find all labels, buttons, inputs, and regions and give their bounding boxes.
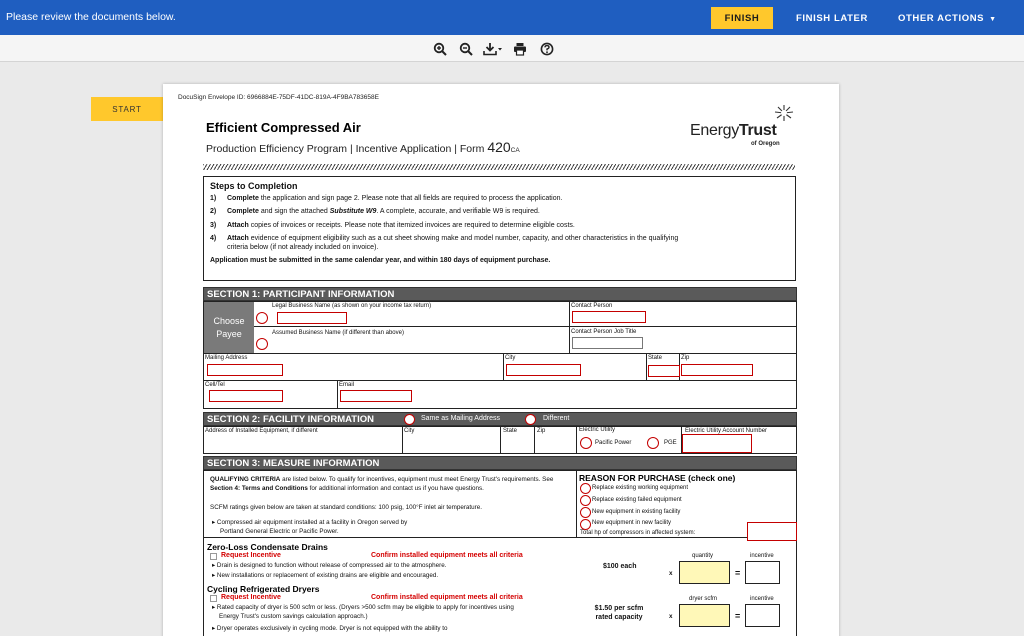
drains-bullet: ▸ Drain is designed to function without release of compressed air to the atmosphere. <box>212 562 447 569</box>
divider <box>337 380 338 409</box>
pacific-power-radio[interactable] <box>580 437 592 449</box>
reason-label: Replace existing failed equipment <box>592 497 682 503</box>
top-bar <box>0 0 1024 35</box>
step-item <box>210 192 789 205</box>
start-button[interactable]: START <box>91 97 163 121</box>
dryers-bullet-text: Dryer operates exclusively in cycling mode. Dryer is not equipped with the ability to <box>216 625 448 632</box>
qualifying-criteria-text <box>210 476 566 493</box>
legal-business-name-input[interactable] <box>277 312 347 324</box>
zip-input[interactable] <box>681 364 753 376</box>
oregon-note: ▸ Compressed air equipment installed at a facility in Oregon served by Portland General Electric or Pacific Power. <box>212 519 408 535</box>
energy-trust-logo <box>690 104 800 154</box>
cell-label: Cell/Tel <box>205 382 225 388</box>
step-item <box>210 219 789 232</box>
same-as-mailing-label: Same as Mailing Address <box>421 415 500 422</box>
equals-sign: = <box>735 568 741 578</box>
legal-name-label-text: Legal Business Name <box>272 303 331 309</box>
account-number-label: Electric Utility Account Number <box>685 428 768 434</box>
step-text: and sign the attached <box>258 208 330 216</box>
step-verb: Attach <box>227 235 249 243</box>
document-subtitle <box>206 139 520 155</box>
download-icon[interactable] <box>482 41 504 57</box>
dryers-rate-line2: rated capacity <box>595 613 643 621</box>
legal-name-note: (as shown on your income tax return) <box>330 303 432 309</box>
legal-name-label <box>272 303 431 309</box>
other-actions-label: OTHER ACTIONS <box>898 12 985 24</box>
steps-footer: Application must be submitted in the same calendar year, and within 180 days of equipment purchase. <box>210 257 551 265</box>
assumed-name-label: Assumed Business Name (if different than above) <box>272 330 404 336</box>
steps-box <box>203 176 796 281</box>
drains-bullet-text: Drain is designed to function without release of compressed air to the atmosphere. <box>216 562 447 569</box>
document-title: Efficient Compressed Air <box>206 120 361 135</box>
dryers-rate <box>593 605 645 622</box>
choose-payee: Choose Payee <box>204 302 254 353</box>
reason-title: REASON FOR PURCHASE (check one) <box>579 473 736 483</box>
same-as-mailing-radio[interactable] <box>404 414 415 425</box>
zip-label: Zip <box>681 355 690 361</box>
dryers-bullet: ▸ Dryer operates exclusively in cycling mode. Dryer is not equipped with the ability to <box>212 625 448 632</box>
different-label: Different <box>543 415 570 422</box>
contact-person-label: Contact Person <box>571 303 613 309</box>
state-input[interactable] <box>648 365 680 377</box>
reason-radio[interactable] <box>580 483 591 494</box>
divider <box>203 537 797 538</box>
step-text: the application and sign page 2. Please note that all fields are required to process the application. <box>258 195 563 202</box>
step-verb: Complete <box>227 208 259 216</box>
scfm-note: SCFM ratings given below are taken at standard conditions: 100 psig, 100°F inlet air temperature. <box>210 504 483 511</box>
drains-title: Zero-Loss Condensate Drains <box>207 542 328 552</box>
contact-person-input[interactable] <box>572 311 646 323</box>
form-number: 420 <box>487 139 511 155</box>
divider <box>503 353 504 380</box>
drains-request-checkbox[interactable] <box>210 553 217 560</box>
finish-button[interactable]: FINISH <box>711 7 773 29</box>
drains-bullet-text: New installations or replacement of existing drains are eligible and encouraged. <box>216 572 439 579</box>
total-hp-label: Total hp of compressors in affected system: <box>580 530 696 536</box>
mailing-address-input[interactable] <box>207 364 283 376</box>
dryers-title: Cycling Refrigerated Dryers <box>207 584 320 594</box>
step-number: 4) <box>210 235 217 243</box>
divider <box>576 426 577 454</box>
reason-radio[interactable] <box>580 519 591 530</box>
step-text: criteria below (if not already included on invoice). <box>227 244 379 252</box>
facility-state-label: State <box>503 428 518 434</box>
step-item <box>210 205 789 218</box>
facility-zip-label: Zip <box>537 428 546 434</box>
quantity-label: quantity <box>692 553 714 559</box>
divider <box>646 353 647 380</box>
document-toolbar <box>0 35 1024 62</box>
finish-later-button[interactable]: FINISH LATER <box>790 7 874 29</box>
dryer-scfm-input[interactable] <box>679 604 730 627</box>
divider <box>203 353 797 354</box>
incentive-label: incentive <box>750 553 774 559</box>
oregon-note-2: Portland General Electric or Pacific Power. <box>220 527 339 535</box>
cell-input[interactable] <box>209 390 283 402</box>
step-number: 1) <box>210 195 217 202</box>
drains-confirm-label: Confirm installed equipment meets all criteria <box>371 552 523 559</box>
dryers-request-checkbox[interactable] <box>210 595 217 602</box>
dryers-request-label: Request Incentive <box>221 594 281 601</box>
reason-radio[interactable] <box>580 495 591 506</box>
logo-region: of Oregon <box>751 141 780 147</box>
email-label: Email <box>339 382 355 388</box>
divider <box>569 301 570 353</box>
dryer-scfm-label: dryer scfm <box>689 596 718 602</box>
step-text: . A complete, accurate, and verifiable W9 is required. <box>376 208 540 216</box>
drains-bullet: ▸ New installations or replacement of existing drains are eligible and encouraged. <box>212 572 439 579</box>
times-sign: x <box>669 570 673 577</box>
drains-quantity-input[interactable] <box>679 561 730 584</box>
step-text: evidence of equipment eligibility such as a cut sheet showing make and model number, capacity, and other characteristics in the qualifying <box>248 235 679 243</box>
reason-radio[interactable] <box>580 507 591 518</box>
payee-legal-radio[interactable] <box>256 312 268 324</box>
contact-title-label: Contact Person Job Title <box>571 329 637 335</box>
account-number-input[interactable] <box>682 434 752 453</box>
section3-header: SECTION 3: MEASURE INFORMATION <box>203 456 797 470</box>
logo-brand <box>690 122 777 140</box>
dryers-bullet: ▸ Rated capacity of dryer is 500 scfm or less. (Dryers >500 scfm may be eligible to apply for incentives using Energy Trust's custom savings calculation approach.) <box>212 604 514 620</box>
oregon-note-1: Compressed air equipment installed at a facility in Oregon served by <box>216 519 408 526</box>
city-input[interactable] <box>506 364 581 376</box>
dryers-bullet-text: Rated capacity of dryer is 500 scfm or less. (Dryers >500 scfm may be eligible to apply for incentives using <box>216 604 514 611</box>
divider <box>203 380 797 381</box>
drains-rate: $100 each <box>603 563 637 570</box>
divider <box>500 426 501 454</box>
section2-title: SECTION 2: FACILITY INFORMATION <box>207 414 374 425</box>
step-item <box>210 234 789 252</box>
drains-request-label: Request Incentive <box>221 552 281 559</box>
step-verb: Attach <box>227 221 249 229</box>
pge-radio[interactable] <box>647 437 659 449</box>
hatched-divider <box>203 164 795 170</box>
document-page <box>163 84 839 636</box>
mailing-address-label: Mailing Address <box>205 355 248 361</box>
city-label: City <box>505 355 516 361</box>
step-number: 3) <box>210 221 217 229</box>
zoom-out-icon[interactable] <box>458 41 474 57</box>
section1-header: SECTION 1: PARTICIPANT INFORMATION <box>203 287 797 301</box>
other-actions-button[interactable] <box>892 7 1003 29</box>
qc-body: are listed below. To qualify for incentives, equipment must meet Energy Trust's requirements. See <box>280 476 554 483</box>
envelope-id: DocuSign Envelope ID: 6966884E-75DF-41DC-819A-4F9BA783658E <box>178 94 379 101</box>
print-icon[interactable] <box>512 41 528 57</box>
qc-heading: QUALIFYING CRITERIA <box>210 476 281 483</box>
payee-assumed-radio[interactable] <box>256 338 268 350</box>
electric-utility-label: Electric Utility <box>579 427 616 433</box>
form-suffix: CA <box>510 147 520 154</box>
pacific-power-label: Pacific Power <box>595 440 632 446</box>
total-hp-input[interactable] <box>747 522 797 541</box>
divider <box>534 426 535 454</box>
installed-address-label: Address of Installed Equipment, if different <box>205 428 318 434</box>
drains-incentive-output <box>745 561 780 584</box>
dryers-bullet-text: Energy Trust's custom savings calculation approach.) <box>219 612 368 620</box>
contact-title-input[interactable] <box>572 337 643 349</box>
step-verb: Complete <box>227 195 259 202</box>
sunburst-icon <box>771 104 797 122</box>
section2-header <box>203 412 797 426</box>
logo-brand-light: Energy <box>690 122 739 139</box>
divider <box>402 426 403 454</box>
email-input[interactable] <box>340 390 412 402</box>
facility-city-label: City <box>404 428 415 434</box>
subtitle-text: Production Efficiency Program | Incentive Application | Form <box>206 143 488 155</box>
incentive-label: incentive <box>750 596 774 602</box>
logo-brand-bold: Trust <box>738 122 777 139</box>
steps-heading: Steps to Completion <box>210 181 298 191</box>
qc-terms: Section 4: Terms and Conditions <box>210 484 308 492</box>
times-sign: x <box>669 613 673 620</box>
divider <box>576 470 577 537</box>
state-label: State <box>648 355 663 361</box>
reason-label: New equipment in new facility <box>592 520 672 526</box>
dryers-confirm-label: Confirm installed equipment meets all criteria <box>371 594 523 601</box>
dryers-rate-line1: $1.50 per scfm <box>594 605 644 612</box>
divider <box>254 326 797 327</box>
qc-body2: for additional information and contact us if you have questions. <box>307 484 484 492</box>
different-radio[interactable] <box>525 414 536 425</box>
help-icon[interactable] <box>539 41 555 57</box>
step-number: 2) <box>210 208 217 216</box>
reason-label: Replace existing working equipment <box>592 485 689 491</box>
step-text: copies of invoices or receipts. Please note that itemized invoices are required to determine eligible costs. <box>248 221 575 229</box>
step-emphasis: Substitute W9 <box>329 208 377 216</box>
reason-label: New equipment in existing facility <box>592 509 681 515</box>
pge-label: PGE <box>664 440 677 446</box>
equals-sign: = <box>735 611 741 621</box>
review-message: Please review the documents below. <box>6 11 176 23</box>
zoom-in-icon[interactable] <box>432 41 448 57</box>
dryers-incentive-output <box>745 604 780 627</box>
caret-down-icon: ▼ <box>989 15 997 23</box>
